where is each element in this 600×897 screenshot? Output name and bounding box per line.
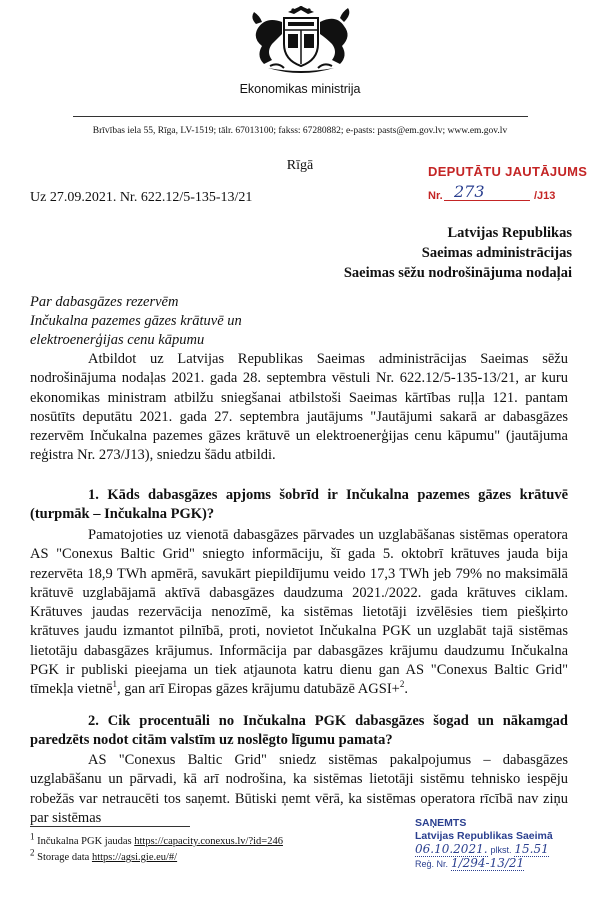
- question-2: [30, 712, 568, 751]
- stamp-number-suffix: /J13: [534, 190, 556, 202]
- received-reg-row: [415, 857, 595, 871]
- footnote-ref-1: 1: [112, 679, 118, 690]
- reference-number: Uz 27.09.2021. Nr. 622.12/5-135-13/21: [30, 190, 253, 205]
- answer-1: [30, 526, 568, 700]
- footnote-num: 1: [30, 831, 35, 842]
- answer-1-part3: .: [404, 681, 408, 698]
- city: Rīgā: [286, 158, 314, 173]
- footnote-num: 2: [30, 847, 35, 858]
- ministry-contacts: Brīvības iela 55, Rīga, LV-1519; tālr. 67013100; fakss: 67280882; e-pasts: pasts@em.gov.lv; www.em.gov.lv: [92, 126, 508, 136]
- footnote-link-capacity[interactable]: https://capacity.conexus.lv/?id=246: [134, 836, 283, 847]
- received-date: 06.10.2021.: [415, 842, 488, 856]
- footnote-text: Storage data: [34, 852, 92, 863]
- subject-line: Par dabasgāzes rezervēm: [30, 294, 179, 310]
- coat-of-arms-emblem: [248, 4, 354, 76]
- footnote-ref-2: 2: [399, 679, 405, 690]
- received-title: SAŅEMTS: [415, 817, 467, 829]
- stamp-number-line: [444, 200, 530, 201]
- subject-line: Inčukalna pazemes gāzes krātuvē un: [30, 313, 242, 329]
- footnote-link-agsi[interactable]: https://agsi.gie.eu/#/: [91, 852, 178, 863]
- answer-2-text: AS "Conexus Baltic Grid" sniedz sistēmas pakalpojumus – dabasgāzes uzglabāšanu un pārvadi, kā arī nodrošina, ka sistēmas lietotāji sistēmu tehnisko iespēju robežās var netraucēti tos saņemt. Būtiski ņemt vērā, ka sistēmas operatora rīcībā nav ziņu par sistēmas: [30, 752, 568, 826]
- answer-1-part2: , gan arī Eiropas gāzes krājumu datubāzē AGSI+: [117, 681, 400, 698]
- intro-text: Atbildot uz Latvijas Republikas Saeimas administrācijas Saeimas sēžu nodrošinājuma nodaļas 2021. gada 28. septembra vēstuli Nr. 622.12/5-135-13/21, ar kuru ekonomikas ministram atbilžu sniegšanai atbilstoši Saeimas kārtības ruļļa 121. pantam nosūtīts deputātu 2021. gada 27. septembra jautājums "Jautājumi sakarā ar dabasgāzes rezervēm Inčukalna pazemes gāzes krātuvē un elektroenerģijas cenu kāpumu" (jautājuma reģistra Nr. 273/J13), sniedzu šādu atbildi.: [30, 351, 568, 464]
- letterhead-divider: [73, 116, 528, 117]
- stamp-handwritten-number: 273: [454, 182, 485, 201]
- footnote-2: [30, 847, 178, 863]
- recipient-line: Latvijas Republikas: [447, 225, 572, 241]
- footnote-divider: [30, 826, 190, 827]
- received-stamp: [415, 817, 595, 871]
- intro-paragraph: [30, 350, 568, 466]
- received-datetime-row: [415, 843, 595, 857]
- received-reg-number: 1/294-13/21: [450, 856, 525, 870]
- received-reg-label: Reģ. Nr.: [415, 859, 449, 869]
- footnote-1: [30, 831, 283, 847]
- received-org: Latvijas Republikas Saeimā: [415, 830, 553, 842]
- recipient-block: [344, 223, 572, 283]
- footnote-text: Inčukalna PGK jaudas: [34, 836, 135, 847]
- recipient-line: Saeimas administrācijas: [421, 245, 572, 261]
- stamp-number-prefix: Nr.: [428, 190, 443, 202]
- subject-line: elektroenerģijas cenu kāpumu: [30, 332, 205, 348]
- subject-block: [30, 293, 242, 350]
- ministry-name: Ekonomikas ministrija: [239, 82, 361, 96]
- question-1-text: 1. Kāds dabasgāzes apjoms šobrīd ir Inčukalna pazemes gāzes krātuvē (turpmāk – Inčukalna PGK)?: [30, 487, 568, 523]
- question-2-text: 2. Cik procentuāli no Inčukalna PGK dabasgāzes šogad un nākamgad paredzēts nodot citām valstīm uz noslēgto līgumu pamata?: [30, 713, 568, 749]
- recipient-line: Saeimas sēžu nodrošinājuma nodaļai: [343, 265, 572, 281]
- question-1: [30, 486, 568, 525]
- received-time-label: plkst.: [490, 845, 512, 855]
- stamp-title: DEPUTĀTU JAUTĀJUMS: [428, 164, 588, 179]
- deputy-question-stamp: [428, 164, 588, 202]
- answer-1-text: [30, 526, 568, 700]
- received-time: 15.51: [514, 842, 549, 856]
- answer-1-part1: Pamatojoties uz vienotā dabasgāzes pārvades un uzglabāšanas sistēmas operatora AS "Conexus Baltic Grid" sniegto informāciju, šī gada 5. oktobrī krātuves jauda bija rezervēta 18,9 TWh apmērā, savukārt piepildījumu veido 17,3 TWh jeb 79% no maksimālā krātuvē uzglabājamā aktīvā dabasgāzes daudzuma 2021./2022. gada krātuves ciklam. Krātuves jaudas rezervācija nenozīmē, ka sistēmas lietotāji izvēlēsies tiem piešķirto krātuves jaudu izmantot pilnībā, proti, novietot Inčukalna PGK un uzglabāt tajā sistēmas lietotāju dabasgāzes krājumus. Informācija par dabasgāzes krājumu daudzumu Inčukalna PGK ir publiski pieejama un tiek atjaunota katru dienu gan AS "Conexus Baltic Grid" tīmekļa vietnē: [30, 527, 568, 698]
